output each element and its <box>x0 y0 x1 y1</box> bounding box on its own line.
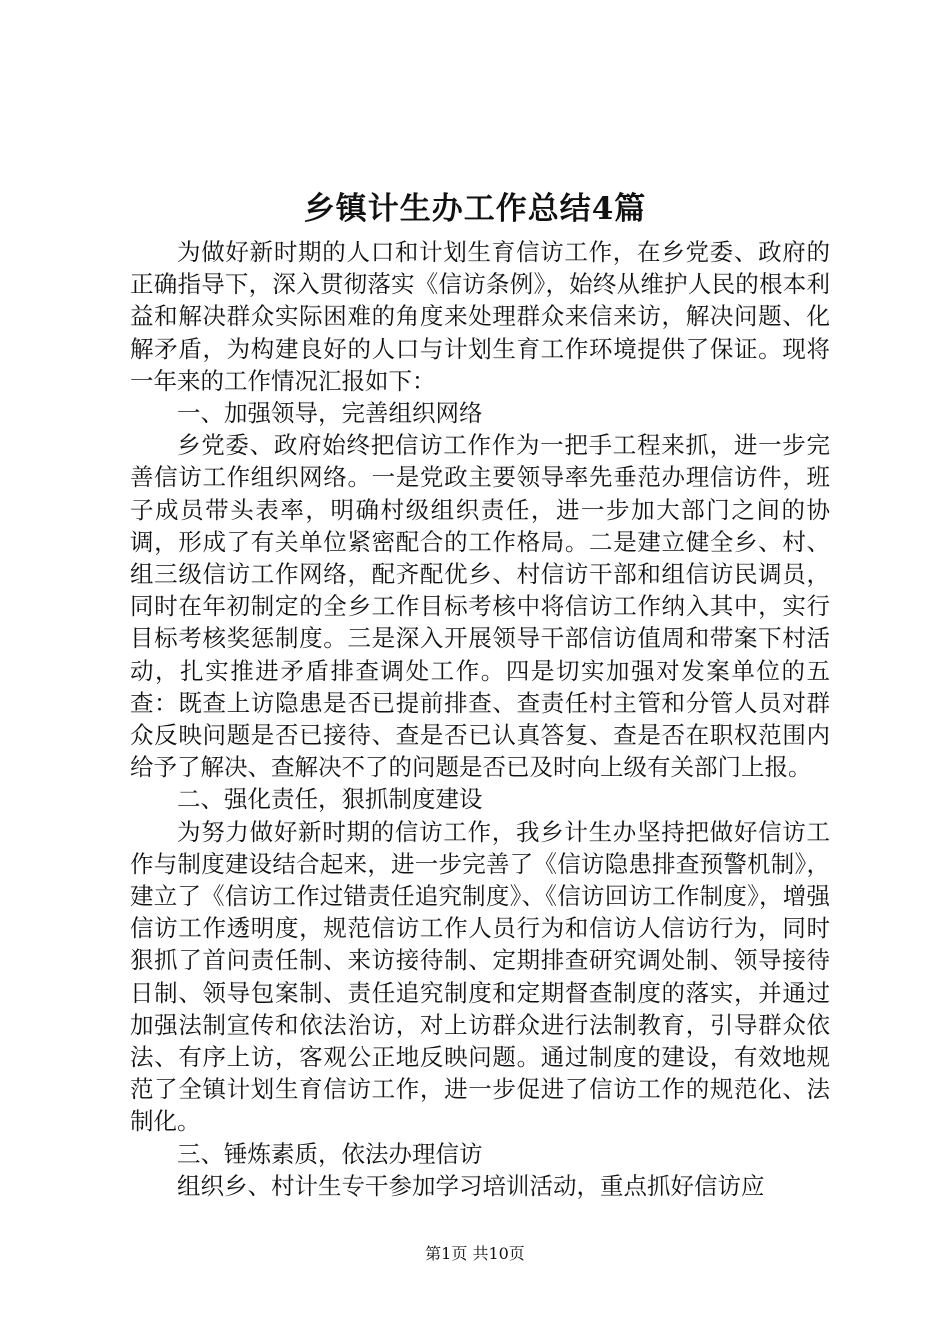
document-title: 乡镇计生办工作总结4篇 <box>303 191 647 227</box>
paragraph-section-2: 为努力做好新时期的信访工作，我乡计生办坚持把做好信访工作与制度建设结合起来，进一步完善了《信访隐患排查预警机制》，建立了《信访工作过错责任追究制度》、《信访回访工作制度》，增强信访工作透明度，规范信访工作人员行为和信访人信访行为，同时狠抓了首问责任制、来访接待制、定期排查研究调处制、领导接待日制、领导包案制、责任追究制度和定期督查制度的落实，并通过加强法制宣传和依法治访，对上访群众进行法制教育，引导群众依法、有序上访，客观公正地反映问题。通过制度的建设，有效地规范了全镇计划生育信访工作，进一步促进了信访工作的规范化、法制化。 <box>130 817 830 1136</box>
section-heading-2: 二、强化责任，狠抓制度建设 <box>177 785 483 814</box>
page-footer: 第1页 共10页 <box>425 1244 525 1263</box>
paragraph-intro: 为做好新时期的人口和计划生育信访工作，在乡党委、政府的正确指导下，深入贯彻落实《信访条例》，始终从维护人民的根本利益和解决群众实际困难的角度来处理群众来信来访，解决问题、化解矛盾，为构建良好的人口与计划生育工作环境提供了保证。现将一年来的工作情况汇报如下： <box>130 238 830 395</box>
document-body <box>130 236 830 1202</box>
paragraph-section-1: 乡党委、政府始终把信访工作作为一把手工程来抓，进一步完善信访工作组织网络。一是党政主要领导率先垂范办理信访件，班子成员带头表率，明确村级组织责任，进一步加大部门之间的协调，形成了有关单位紧密配合的工作格局。二是建立健全乡、村、组三级信访工作网络，配齐配优乡、村信访干部和组信访民调员，同时在年初制定的全乡工作目标考核中将信访工作纳入其中，实行目标考核奖惩制度。三是深入开展领导干部信访值周和带案下村活动，扎实推进矛盾排查调处工作。四是切实加强对发案单位的五查：既查上访隐患是否已提前排查、查责任村主管和分管人员对群众反映问题是否已接待、查是否已认真答复、查是否在职权范围内给予了解决、查解决不了的问题是否已及时向上级有关部门上报。 <box>130 431 830 782</box>
paragraph-section-3: 组织乡、村计生专干参加学习培训活动，重点抓好信访应 <box>177 1171 765 1200</box>
section-heading-1: 一、加强领导，完善组织网络 <box>177 399 483 428</box>
section-heading-3: 三、锤炼素质，依法办理信访 <box>177 1139 483 1168</box>
